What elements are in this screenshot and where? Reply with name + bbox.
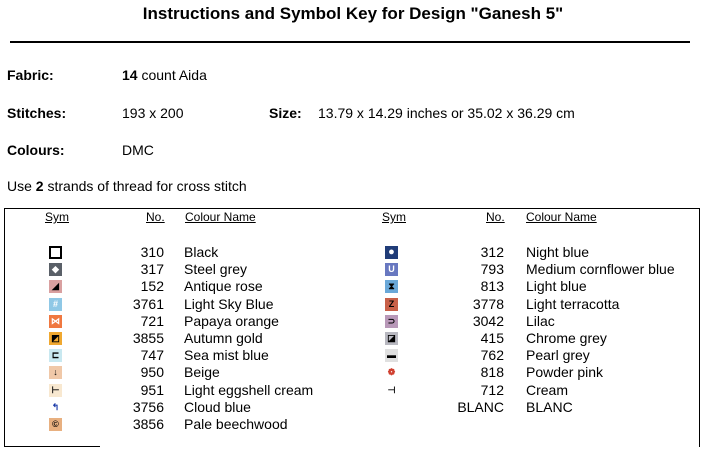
dmc-number: 3855 [132,330,164,346]
triangle-icon: ◢ [49,280,62,293]
page-title: Instructions and Symbol Key for Design "Ganesh 5" [142,4,564,23]
colour-name: Light blue [526,278,587,295]
dmc-number: 950 [140,364,164,381]
down-arrow-icon: ↓ [49,366,62,379]
fabric-count: 14 [122,67,138,83]
dmc-number: 415 [480,330,504,346]
dmc-number: 3856 [132,416,164,432]
strand-count: 2 [35,178,44,194]
dmc-number: 747 [140,347,164,364]
colour-name: BLANC [526,398,573,415]
colour-name: Light terracotta [526,295,620,312]
dmc-number: 3042 [472,312,504,329]
colour-name-header-right: Colour Name [526,210,597,224]
no-header-right: No. [486,210,505,224]
dmc-number: 152 [140,278,164,295]
diamond-icon: ◆ [49,263,62,276]
colour-name-header-left: Colour Name [185,210,256,224]
colour-name: Light eggshell cream [184,381,314,398]
colours-value: DMC [122,142,154,158]
colour-name: Chrome grey [526,330,607,346]
bar-icon: ▬ [387,350,396,361]
z-icon: Z [385,298,398,311]
c-shape-icon: ⊏ [49,349,62,362]
thread-instruction [7,178,247,194]
dmc-number: 951 [140,381,164,398]
dmc-number: 813 [480,278,504,295]
dmc-number: 793 [480,261,504,278]
size-label: Size: [269,105,302,121]
t-shape-icon: ⊢ [49,384,62,397]
instruction-prefix: Use [7,178,36,194]
colour-name: Light Sky Blue [184,295,274,312]
dmc-number: 3761 [132,295,164,312]
colour-name: Pale beechwood [184,416,288,432]
colour-name: Pearl grey [526,347,590,364]
corner-triangle-icon: ◩ [49,332,62,345]
copyright-icon: © [49,418,62,431]
no-header-left: No. [146,210,165,224]
t-left-icon: ⊣ [385,384,398,397]
stitches-label: Stitches: [7,105,67,121]
footer-rule [4,446,100,447]
sym-header-left: Sym [45,210,69,224]
colour-name: Night blue [526,244,590,260]
square-outline-icon [49,246,62,259]
colours-label: Colours: [7,142,65,158]
u-shape-icon: U [385,263,398,276]
dmc-number: 310 [140,244,164,260]
sym-header-right: Sym [382,210,406,224]
instruction-suffix: strands of thread for cross stitch [43,178,247,194]
colour-name: Black [184,244,219,260]
colour-name: Papaya orange [184,312,279,329]
colour-name: Steel grey [184,261,248,278]
colour-name: Cream [526,381,569,398]
hourglass-icon: ⧗ [385,280,398,293]
hash-icon: # [49,298,62,311]
stitches-value: 193 x 200 [122,105,184,121]
blank-icon [385,401,398,414]
title-divider [10,41,690,43]
fabric-label: Fabric: [7,67,54,83]
fabric-value [122,67,207,83]
dmc-number: 762 [480,347,504,364]
circle-icon: ● [385,246,398,259]
colour-name: Autumn gold [184,330,263,346]
dmc-number: 712 [480,381,504,398]
colour-name: Beige [184,364,220,381]
rose-icon: ❁ [385,366,398,379]
colour-name: Antique rose [184,278,263,295]
colour-name: Powder pink [526,364,604,381]
dmc-number: 3778 [472,295,504,312]
dmc-number: 312 [480,244,504,260]
colour-name: Lilac [526,312,555,329]
bowtie-icon: ⋈ [51,315,60,326]
dmc-number: BLANC [457,398,504,415]
colour-name: Cloud blue [184,398,251,415]
colour-name: Medium cornflower blue [526,261,675,278]
colour-name: Sea mist blue [184,347,269,364]
size-value: 13.79 x 14.29 inches or 35.02 x 36.29 cm [318,105,575,121]
dmc-number: 721 [140,312,164,329]
hook-icon: ↰ [49,401,62,414]
fabric-type: count Aida [137,67,207,83]
half-square-icon: ◪ [385,332,398,345]
dmc-number: 317 [140,261,164,278]
d-shape-icon: ⊃ [385,315,398,328]
dmc-number: 3756 [132,398,164,415]
dmc-number: 818 [480,364,504,381]
